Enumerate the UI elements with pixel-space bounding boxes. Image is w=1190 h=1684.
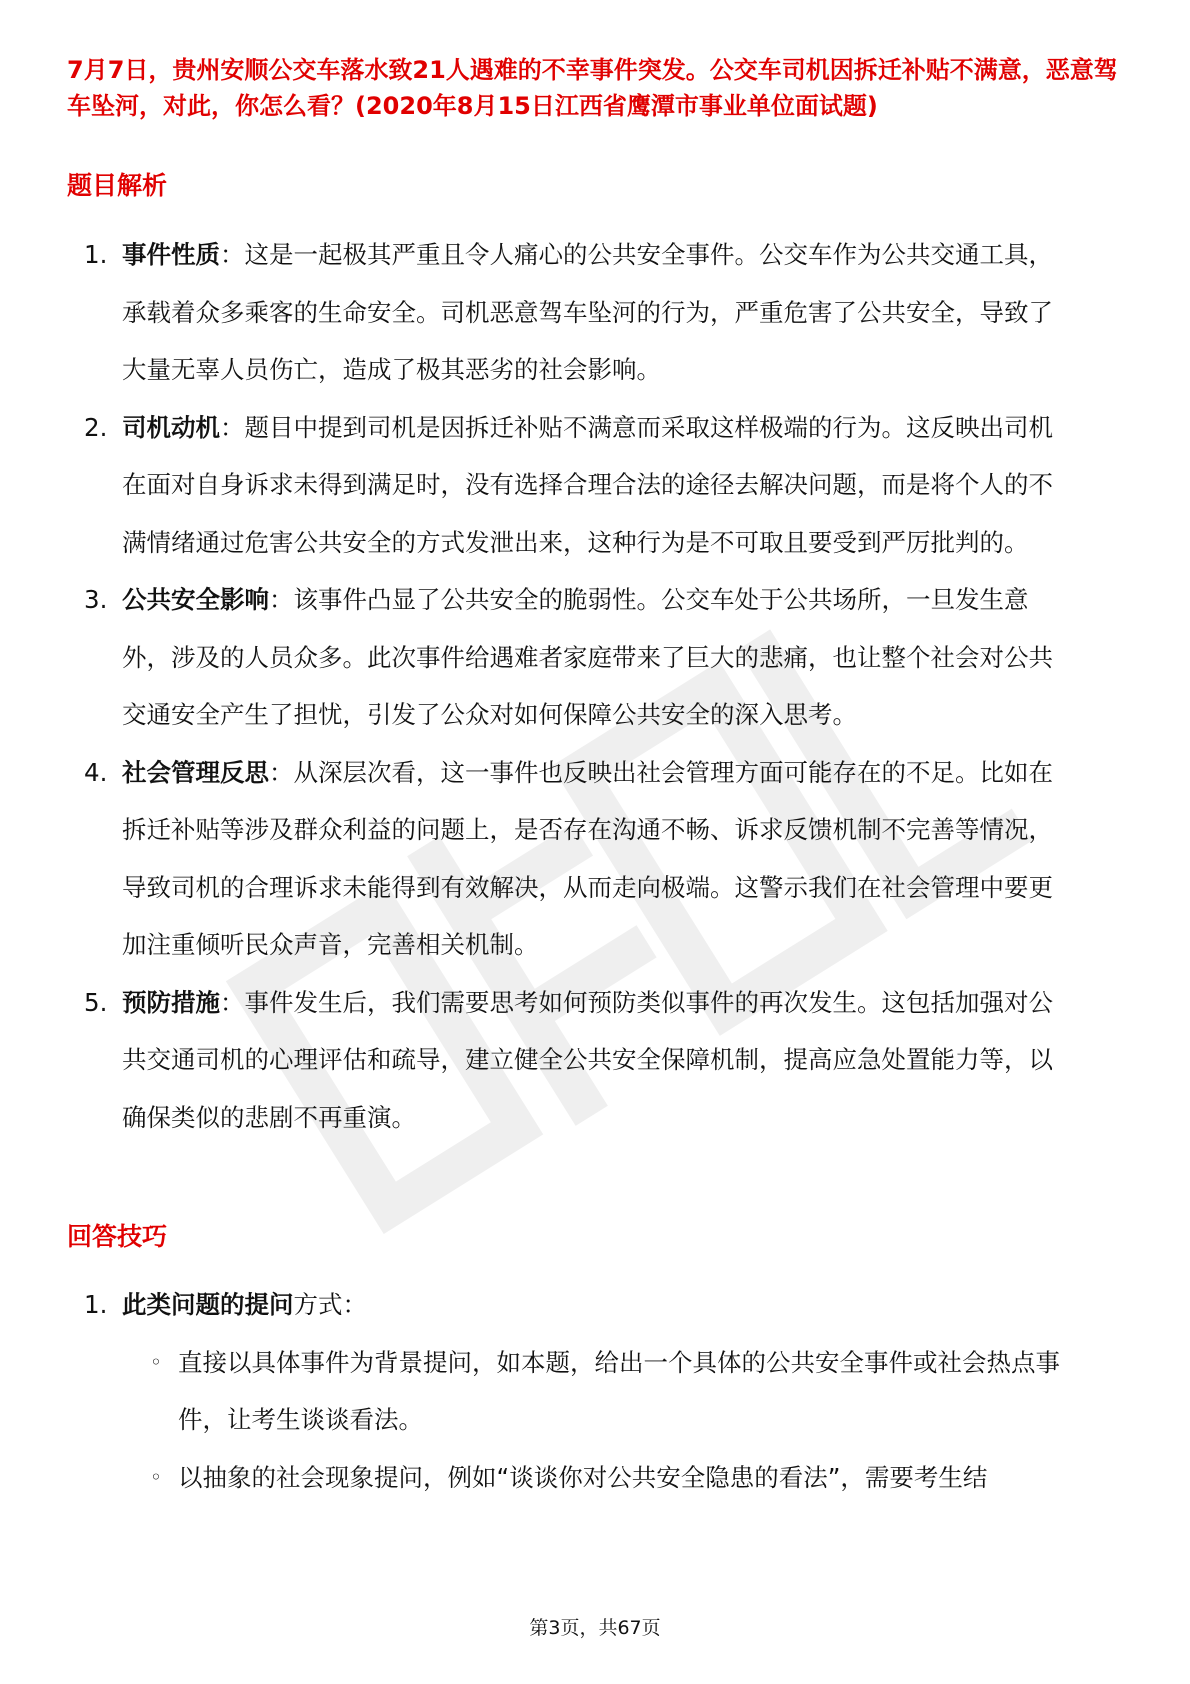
bullet-icon: ◦ (150, 1349, 162, 1374)
tips-list (0, 1276, 1190, 1506)
item-number: 3. (84, 585, 108, 614)
bullet-icon: ◦ (150, 1464, 162, 1489)
item-term: 社会管理反思 (122, 757, 269, 787)
subitem-text: 以抽象的社会现象提问，例如“谈谈你对公共安全隐患的看法”，需要考生结 (178, 1462, 988, 1492)
analysis-item (0, 399, 1066, 572)
subitem-text: 直接以具体事件为背景提问，如本题，给出一个具体的公共安全事件或社会热点事件，让考生谈谈看法。 (178, 1347, 1060, 1434)
item-number: 2. (84, 412, 108, 442)
tips-subitem (0, 1334, 1098, 1449)
item-term: 司机动机 (122, 412, 220, 442)
tips-section-title: 回答技巧 (67, 1222, 168, 1251)
item-term: 公共安全影响 (122, 585, 269, 614)
analysis-item (0, 974, 1066, 1147)
item-number: 4. (84, 757, 108, 787)
analysis-list (0, 226, 1190, 1146)
item-text: ：这是一起极其严重且令人痛心的公共安全事件。公交车作为公共交通工具，承载着众多乘客的生命安全。司机恶意驾车坠河的行为，严重危害了公共安全，导致了大量无辜人员伤亡，造成了极其恶劣的社会影响。 (122, 240, 1053, 384)
item-text: ：事件发生后，我们需要思考如何预防类似事件的再次发生。这包括加强对公共交通司机的心理评估和疏导，建立健全公共安全保障机制，提高应急处置能力等，以确保类似的悲剧不再重演。 (122, 987, 1053, 1132)
item-text: ：题目中提到司机是因拆迁补贴不满意而采取这样极端的行为。这反映出司机在面对自身诉求未得到满足时，没有选择合理合法的途径去解决问题，而是将个人的不满情绪通过危害公共安全的方式发泄出来，这种行为是不可取且要受到严厉批判的。 (122, 412, 1053, 557)
item-number: 1. (84, 240, 108, 269)
question-heading: 7月7日，贵州安顺公交车落水致21人遇难的不幸事件突发。公交车司机因拆迁补贴不满意，恶意驾车坠河，对此，你怎么看？(2020年8月15日江西省鹰潭市事业单位面试题) (67, 56, 1118, 120)
tips-item (0, 1276, 1066, 1334)
tips-subitem (0, 1449, 1098, 1507)
item-text: ：该事件凸显了公共安全的脆弱性。公交车处于公共场所，一旦发生意外，涉及的人员众多。此次事件给遇难者家庭带来了巨大的悲痛，也让整个社会对公共交通安全产生了担忧，引发了公众对如何保障公共安全的深入思考。 (122, 585, 1053, 729)
item-term: 事件性质 (122, 240, 220, 269)
item-text: ：从深层次看，这一事件也反映出社会管理方面可能存在的不足。比如在拆迁补贴等涉及群众利益的问题上，是否存在沟通不畅、诉求反馈机制不完善等情况，导致司机的合理诉求未能得到有效解决，从而走向极端。这警示我们在社会管理中要更加注重倾听民众声音，完善相关机制。 (122, 757, 1053, 959)
item-number: 1. (84, 1290, 108, 1319)
item-term: 此类问题的提问 (122, 1290, 294, 1319)
item-term: 预防措施 (122, 987, 220, 1017)
analysis-item (0, 744, 1066, 974)
analysis-item (0, 226, 1066, 399)
item-text: 方式： (293, 1290, 367, 1319)
analysis-item (0, 571, 1066, 744)
page-number-footer: 第3页，共67页 (529, 1617, 661, 1639)
analysis-section-title: 题目解析 (67, 171, 168, 200)
item-number: 5. (84, 987, 108, 1017)
